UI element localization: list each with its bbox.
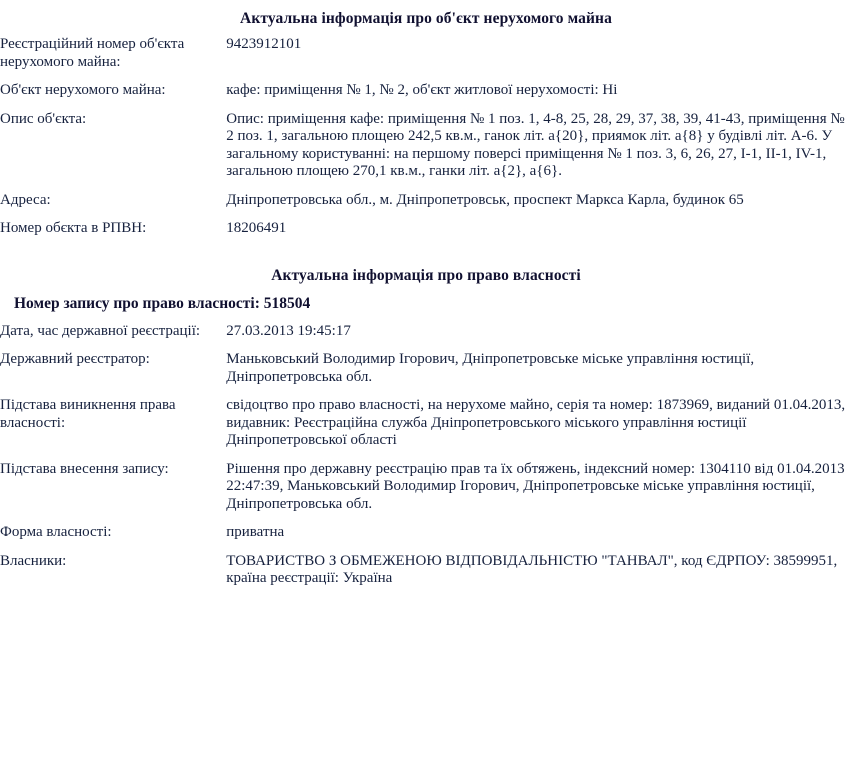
row-value: Опис: приміщення кафе: приміщення № 1 поз. 1, 4-8, 25, 28, 29, 37, 38, 39, 41-43, приміщення № 2 поз. 1, загальною площею 242,5 кв.м., ганок літ. а{20}, приямок літ. а{8} у будівлі літ. А-6. У загальному користуванні: на першому поверсі приміщення № 1 поз. 3, 6, 26, 27, І-1, ІІ-1, ІV-1, загальною площею 270,1 кв.м., ганки літ. а{2}, а{6}. (226, 110, 845, 179)
table-row (0, 82, 852, 111)
section-title-ownership-info: Актуальна інформація про право власності (271, 266, 581, 284)
row-value: Рішення про державну реєстрацію прав та їх обтяжень, індексний номер: 1304110 від 01.04.2013 22:47:39, Маньковський Володимир Ігорович, Дніпропетровське міське управління юстиції, Дніпропетровська обл. (226, 460, 845, 512)
row-label: Адреса: (0, 191, 51, 208)
table-row (0, 461, 852, 525)
row-label: Опис об'єкта: (0, 110, 87, 127)
row-value: 18206491 (226, 220, 287, 236)
row-label: Підстава виникнення права власності: (0, 397, 176, 431)
row-value: приватна (226, 524, 285, 540)
row-label: Реєстраційний номер об'єкта нерухомого майна: (0, 36, 185, 70)
row-value: ТОВАРИСТВО З ОБМЕЖЕНОЮ ВІДПОВІДАЛЬНІСТЮ "ТАНВАЛ", код ЄДРПОУ: 38599951, країна реєстрації: Україна (226, 552, 838, 586)
row-value: 27.03.2013 19:45:17 (226, 322, 351, 339)
row-value: 9423912101 (226, 36, 302, 52)
row-value: кафе: приміщення № 1, № 2, об'єкт житлової нерухомості: Ні (226, 82, 618, 98)
table-row (0, 524, 852, 553)
table-row (0, 397, 852, 461)
row-label: Об'єкт нерухомого майна: (0, 82, 166, 98)
row-label: Державний реєстратор: (0, 351, 150, 367)
section-title-property-info: Актуальна інформація про об'єкт нерухомого майна (240, 10, 612, 27)
row-value: Дніпропетровська обл., м. Дніпропетровськ, проспект Маркса Карла, будинок 65 (226, 191, 744, 208)
table-row (0, 553, 852, 599)
row-label: Підстава внесення запису: (0, 460, 169, 477)
property-info-table (0, 36, 852, 249)
table-row (0, 192, 852, 221)
table-row (0, 323, 852, 352)
row-label: Номер обєкта в РПВН: (0, 220, 147, 236)
row-label: Власники: (0, 552, 67, 569)
row-label: Дата, час державної реєстрації: (0, 322, 201, 339)
table-row (0, 111, 852, 192)
ownership-info-table (0, 323, 852, 599)
table-row (0, 351, 852, 397)
row-value: свідоцтво про право власності, на нерухоме майно, серія та номер: 1873969, виданий 01.04.2013, видавник: Реєстраційна служба Дніпропетровського міського управління юстиції Дніпропетровської області (226, 397, 846, 448)
row-value: Маньковський Володимир Ігорович, Дніпропетровське міське управління юстиції, Дніпропетровська обл. (226, 351, 755, 385)
ownership-record-number: Номер запису про право власності: 518504 (14, 294, 311, 312)
document-page (0, 10, 852, 599)
table-row (0, 220, 852, 249)
row-label: Форма власності: (0, 524, 112, 540)
table-row (0, 36, 852, 82)
